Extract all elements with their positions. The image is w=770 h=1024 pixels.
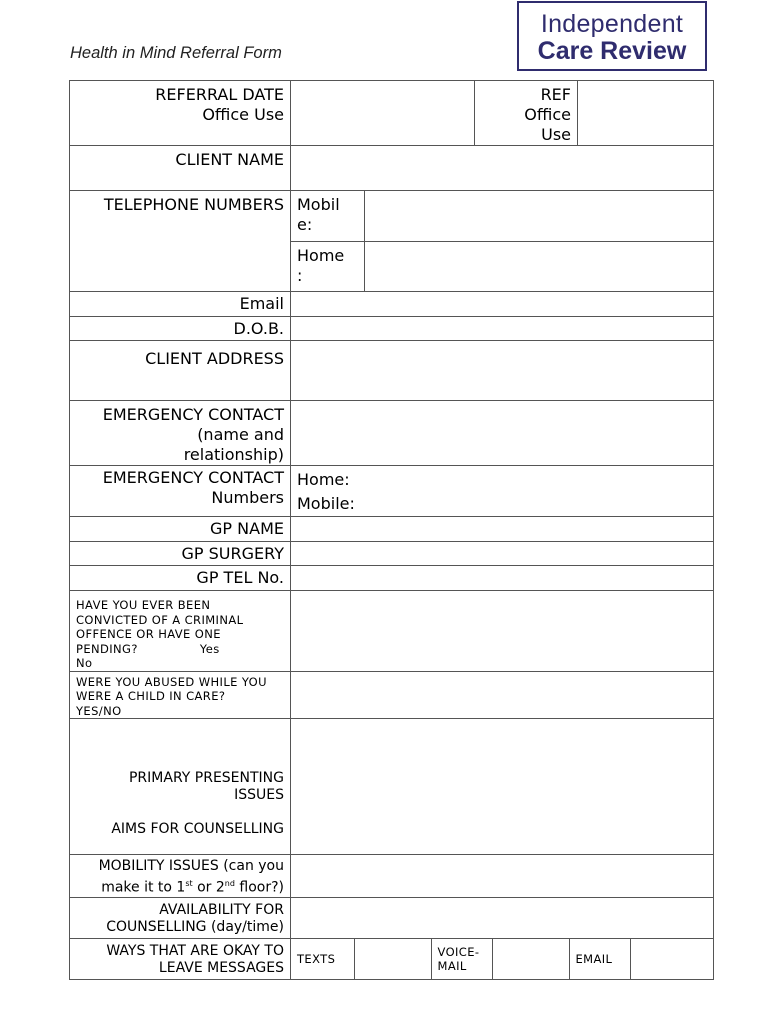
home-number-field[interactable] — [364, 241, 713, 291]
mobile-number-field[interactable] — [364, 191, 713, 241]
row-mobility — [70, 855, 714, 898]
row-gp-tel — [70, 566, 714, 591]
gp-name-label: GP NAME — [70, 517, 291, 542]
gp-surgery-field[interactable] — [291, 542, 714, 566]
referral-date-cell — [291, 81, 714, 146]
referral-date-field[interactable] — [291, 81, 475, 145]
texts-checkbox[interactable] — [354, 939, 431, 979]
gp-tel-field[interactable] — [291, 566, 714, 591]
dob-label: D.O.B. — [70, 317, 291, 341]
abused-in-care-label: WERE YOU ABUSED WHILE YOU WERE A CHILD IN CARE? YES/NO — [70, 671, 291, 719]
gp-tel-label: GP TEL No. — [70, 566, 291, 591]
row-primary-issues — [70, 719, 714, 855]
logo-line-2: Care Review — [537, 37, 687, 65]
email-label: Email — [70, 292, 291, 317]
criminal-yes-option[interactable]: Yes — [199, 641, 220, 656]
home-label: Home : — [291, 241, 364, 291]
abused-in-care-field[interactable] — [291, 671, 714, 719]
referral-date-label: REFERRAL DATE Office Use — [70, 81, 291, 146]
ref-office-use-label: REF Office Use — [475, 81, 578, 145]
row-abused-in-care — [70, 671, 714, 719]
client-name-field[interactable] — [291, 146, 714, 191]
gp-name-field[interactable] — [291, 517, 714, 542]
logo-line-1: Independent — [540, 10, 684, 38]
emergency-contact-label: EMERGENCY CONTACT (name and relationship) — [70, 401, 291, 466]
row-availability — [70, 897, 714, 938]
primary-issues-label: PRIMARY PRESENTING ISSUES AIMS FOR COUNSELLING — [70, 719, 291, 855]
row-criminal-offence — [70, 591, 714, 672]
message-methods-cell — [291, 938, 714, 979]
row-gp-name — [70, 517, 714, 542]
emergency-numbers-label: EMERGENCY CONTACT Numbers — [70, 466, 291, 517]
emergency-numbers-field[interactable] — [291, 466, 714, 517]
emergency-mobile-label: Mobile: — [297, 494, 355, 513]
referral-form-table — [69, 80, 714, 980]
independent-care-review-logo — [517, 1, 707, 71]
aims-for-counselling-label: AIMS FOR COUNSELLING — [111, 821, 284, 837]
message-methods-label: WAYS THAT ARE OKAY TO LEAVE MESSAGES — [70, 938, 291, 979]
email-field[interactable] — [291, 292, 714, 317]
row-telephone — [70, 191, 714, 292]
dob-field[interactable] — [291, 317, 714, 341]
voicemail-checkbox[interactable] — [492, 939, 569, 979]
emergency-contact-field[interactable] — [291, 401, 714, 466]
row-client-address — [70, 341, 714, 401]
email-option-checkbox[interactable] — [630, 939, 713, 979]
row-gp-surgery — [70, 542, 714, 566]
row-client-name — [70, 146, 714, 191]
form-title: Health in Mind Referral Form — [70, 44, 282, 62]
row-referral-date — [70, 81, 714, 146]
telephone-numbers-label: TELEPHONE NUMBERS — [70, 191, 291, 292]
telephone-cell — [291, 191, 714, 292]
mobility-issues-field[interactable] — [291, 855, 714, 898]
criminal-offence-label: HAVE YOU EVER BEEN CONVICTED OF A CRIMINAL OFFENCE OR HAVE ONE PENDING? Yes No — [70, 591, 291, 672]
row-message-methods — [70, 938, 714, 979]
client-name-label: CLIENT NAME — [70, 146, 291, 191]
email-option-label: EMAIL — [569, 939, 630, 979]
availability-label: AVAILABILITY FOR COUNSELLING (day/time) — [70, 897, 291, 938]
primary-issues-field[interactable] — [291, 719, 714, 855]
client-address-field[interactable] — [291, 341, 714, 401]
availability-field[interactable] — [291, 897, 714, 938]
voicemail-label: VOICE- MAIL — [431, 939, 492, 979]
criminal-no-option[interactable]: No — [76, 656, 93, 670]
row-emergency-contact — [70, 401, 714, 466]
mobility-issues-label: MOBILITY ISSUES (can you make it to 1st or 2nd floor?) — [70, 855, 291, 898]
row-dob — [70, 317, 714, 341]
row-email — [70, 292, 714, 317]
client-address-label: CLIENT ADDRESS — [70, 341, 291, 401]
mobile-label: Mobil e: — [291, 191, 364, 241]
ref-field[interactable] — [578, 81, 714, 145]
gp-surgery-label: GP SURGERY — [70, 542, 291, 566]
row-emergency-numbers — [70, 466, 714, 517]
texts-label: TEXTS — [291, 939, 354, 979]
criminal-offence-field[interactable] — [291, 591, 714, 672]
emergency-home-label: Home: — [297, 470, 350, 489]
